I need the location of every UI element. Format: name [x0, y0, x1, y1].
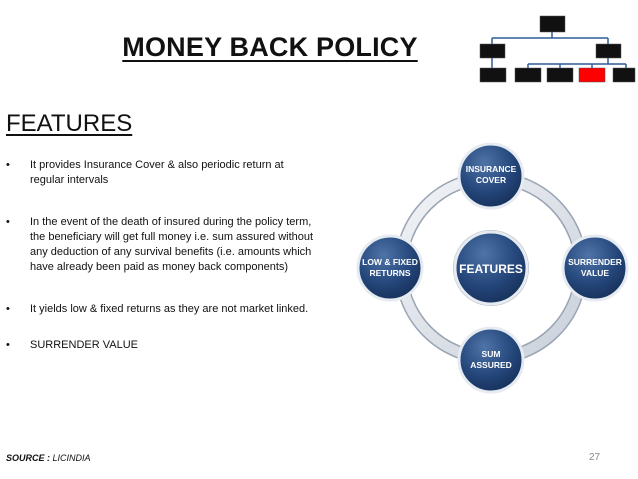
- node-label: RETURNS: [369, 268, 411, 278]
- list-item: [6, 215, 316, 275]
- list-item-text: It provides Insurance Cover & also periodic return at regular intervals: [30, 159, 284, 186]
- list-item-text: SURRENDER VALUE: [30, 339, 138, 351]
- org-box: [515, 68, 541, 82]
- list-item: [6, 302, 316, 317]
- bullet-marker: •: [6, 159, 10, 171]
- org-box: [596, 44, 621, 58]
- org-box: [480, 68, 506, 82]
- org-box: [480, 44, 505, 58]
- node-label: ASSURED: [470, 360, 512, 370]
- source-value: LICINDIA: [52, 453, 91, 463]
- slide-title: MONEY BACK POLICY: [122, 32, 418, 62]
- center-node: [453, 230, 529, 306]
- node-label: SUM: [481, 349, 501, 359]
- node-surrender-value: [563, 236, 627, 300]
- node-label: LOW & FIXED: [362, 257, 418, 267]
- node-label: INSURANCE: [465, 164, 517, 174]
- node-label: SURRENDER: [568, 257, 622, 267]
- node-label: COVER: [475, 175, 507, 185]
- node-label: VALUE: [580, 268, 610, 278]
- center-label: FEATURES: [459, 262, 523, 276]
- list-item: [6, 338, 316, 353]
- org-box-highlight: [579, 68, 605, 82]
- page-number: 27: [589, 452, 601, 463]
- bullet-marker: •: [6, 339, 10, 351]
- feature-list: [6, 158, 316, 372]
- list-item: [6, 158, 316, 188]
- features-cycle-diagram: [350, 138, 638, 402]
- source-label: SOURCE :: [6, 453, 51, 463]
- org-box: [540, 16, 565, 32]
- org-chart-icon: [476, 12, 636, 86]
- list-item-text: It yields low & fixed returns as they are not market linked.: [30, 303, 309, 315]
- node-low-fixed-returns: [358, 236, 422, 300]
- features-heading: FEATURES: [6, 110, 133, 137]
- bullet-marker: •: [6, 216, 10, 228]
- list-item-text: In the event of the death of insured during the policy term, the beneficiary will get full money i.e. sum assured without any deduction of any survival benefits (i.e. amounts which have already been paid as money back components): [30, 216, 314, 273]
- org-box: [613, 68, 635, 82]
- source-note: [6, 453, 91, 463]
- node-insurance-cover: [459, 144, 523, 208]
- bullet-marker: •: [6, 303, 10, 315]
- org-box: [547, 68, 573, 82]
- node-sum-assured: [459, 328, 523, 392]
